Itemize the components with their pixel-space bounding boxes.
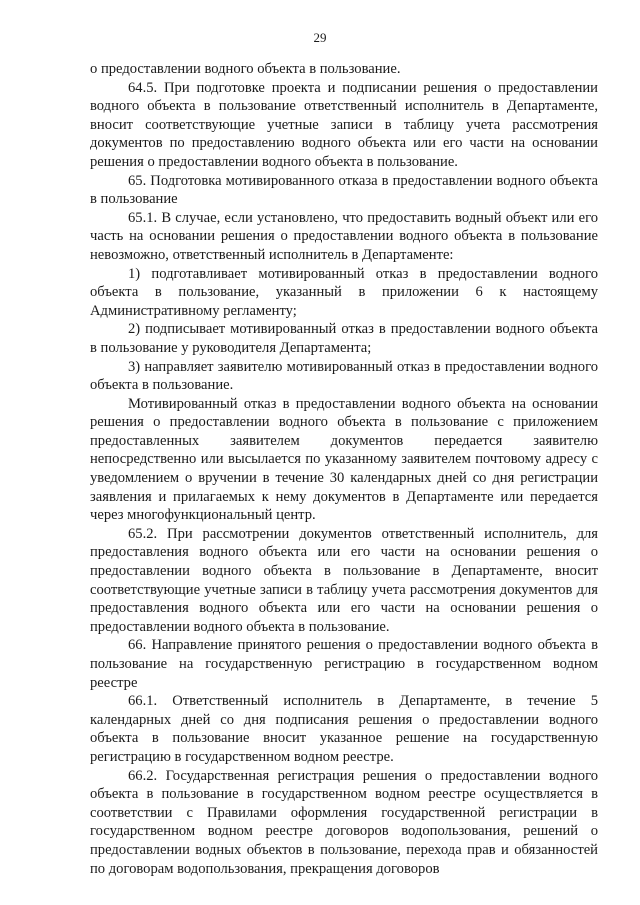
paragraph-continuation: о предоставлении водного объекта в пользование. [90,61,401,77]
list-item-1: 1) подготавливает мотивированный отказ в предоставлении водного объекта в пользование, указанный в приложении 6 к настоящему Административному регламенту; [90,265,598,319]
paragraph-65-2: 65.2. При рассмотрении документов ответственный исполнитель, для предоставления водного объекта или его части на основании решения о предоставлении водного объекта в пользование в Департаменте, вносит соответствующие учетные записи в таблицу учета рассмотрения документов для предоставления водного объекта или его части на основании решения о предоставлении водного объекта в пользование. [90,525,598,635]
paragraph-66-2: 66.2. Государственная регистрация решения о предоставлении водного объекта в пользование в государственном водном реестре осуществляется в соответствии с Правилами оформления государственной регистрации в государственном водном реестре договоров водопользования, решений о предоставлении водных объектов в пользование, перехода прав и обязанностей по договорам водопользования, прекращения договоров [90,767,598,877]
paragraph-64-5: 64.5. При подготовке проекта и подписании решения о предоставлении водного объекта в пользование ответственный исполнитель в Департаменте, вносит соответствующие учетные записи в таблицу учета рассмотрения документов по предоставлению водного объекта или его части на основании решения о предоставлении водного объекта в пользование. [90,79,598,170]
section-heading-66: 66. Направление принятого решения о предоставлении водного объекта в пользование на государственную регистрацию в государственном водном реестре [90,637,598,691]
page-number: 29 [313,30,327,45]
paragraph-66-1: 66.1. Ответственный исполнитель в Департаменте, в течение 5 календарных дней со дня подписания решения о предоставлении водного объекта в пользование вносит указанное решение на государственную регистрацию в государственном водном реестре. [90,693,598,765]
list-item-2: 2) подписывает мотивированный отказ в предоставлении водного объекта в пользование у руководителя Департамента; [90,321,598,356]
section-heading-65: 65. Подготовка мотивированного отказа в предоставлении водного объекта в пользование [90,172,598,208]
paragraph-refusal-delivery: Мотивированный отказ в предоставлении водного объекта на основании решения о предоставлении водного объекта в пользование с приложением предоставленных заявителем документов передается заявителю непосредственно или высылается по указанному заявителем почтовому адресу с уведомлением о вручении в течение 30 календарных дней со дня регистрации заявления и прилагаемых к нему документов в Департаменте или передается через многофункциональный центр. [90,395,598,524]
document-body [90,60,598,878]
list-item-3: 3) направляет заявителю мотивированный отказ в предоставлении водного объекта в пользование. [90,358,598,394]
paragraph-65-1: 65.1. В случае, если установлено, что предоставить водный объект или его часть на основании решения о предоставлении водного объекта в пользование невозможно, ответственный исполнитель в Департаменте: [90,209,598,263]
